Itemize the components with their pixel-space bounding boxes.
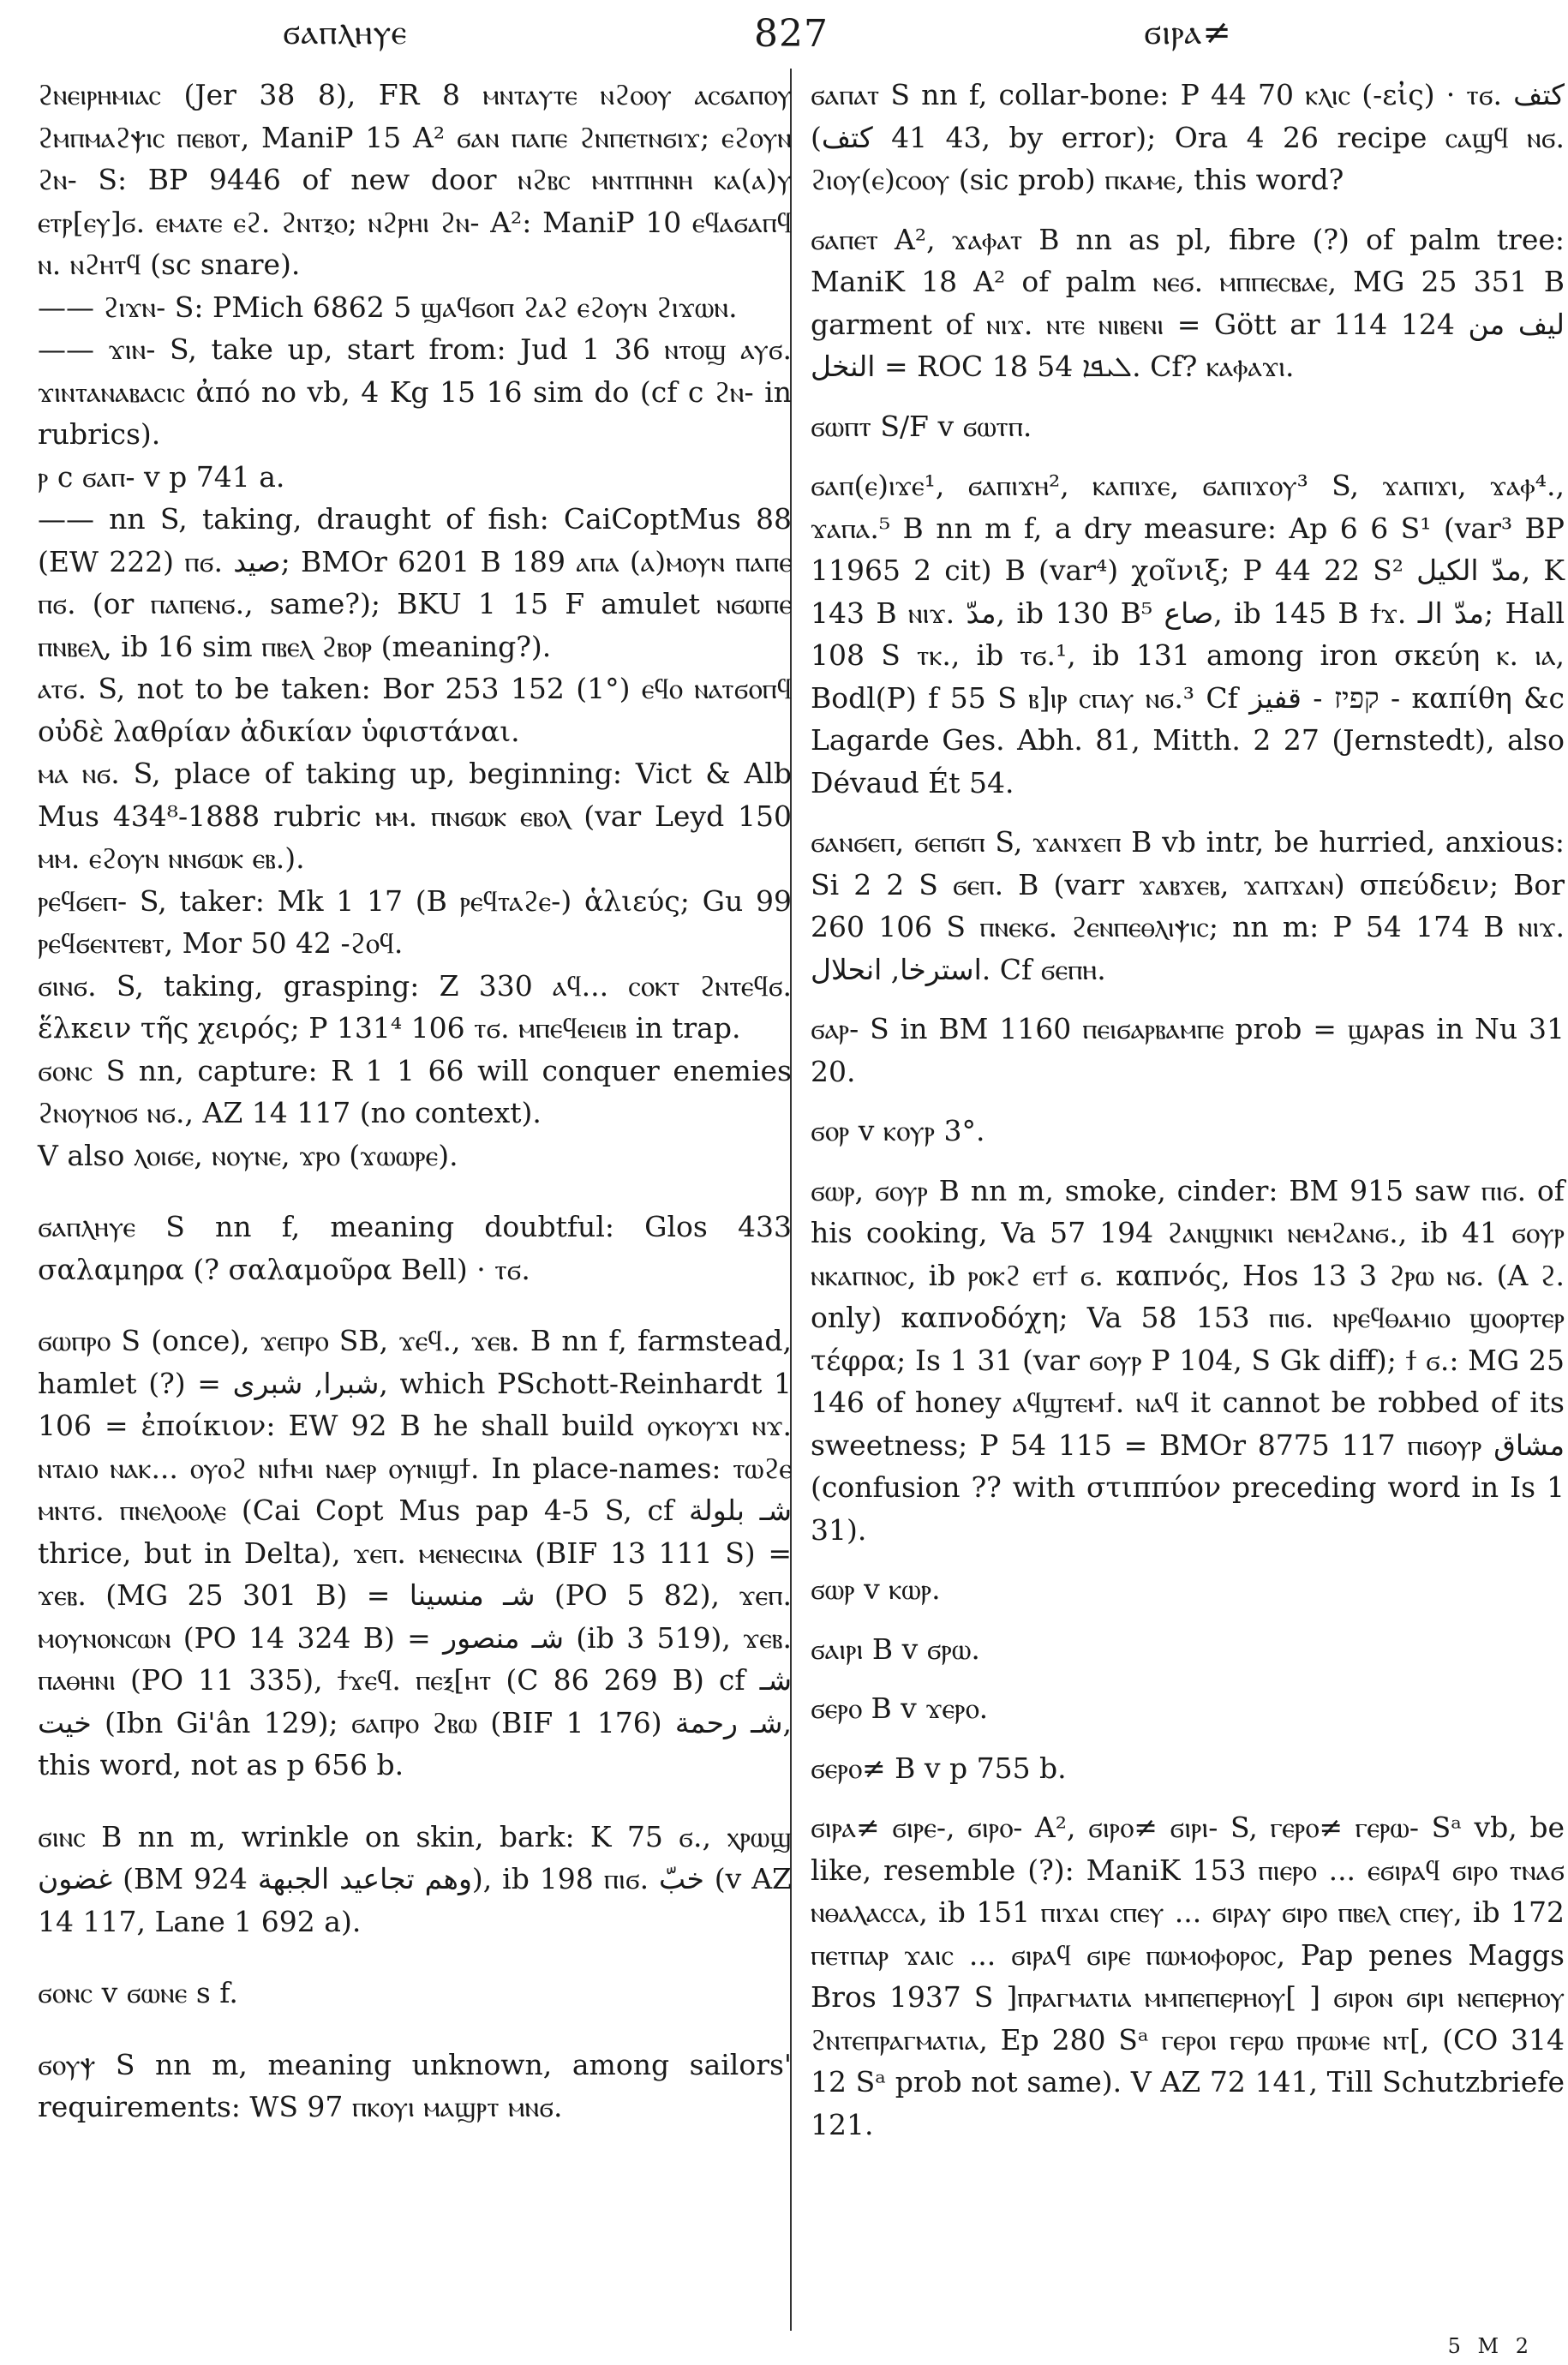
dictionary-entry: ϭⲟⲣ v ⲕⲟⲩⲣ 3°. xyxy=(811,1114,985,1147)
entry-subsense: ϭⲓⲛϭ. S, taking, grasping: Z 330 ⲁϥ... ⲥⲟⲕⲧ ϩⲛⲧⲉϥϭ. ἕλκειν τῆς χειρός; P 131⁴ 106 ⲧϭ. ⲙⲡⲉϥⲉⲓⲉⲓⲃ in trap. xyxy=(38,968,792,1045)
dictionary-entry: ϭⲟⲛⲥ v ϭⲱⲛⲉ s f. xyxy=(38,1976,238,2009)
right-column xyxy=(811,74,1565,2146)
running-head-right: ϭⲓⲣⲁ≠ xyxy=(1144,13,1232,52)
entry-continuation: ϩⲛⲉⲓⲣⲏⲙⲓⲁⲥ (Jer 38 8), FR 8 ⲙⲛⲧⲁⲩⲧⲉ ⲛϩⲟⲟⲩ ⲁⲥϭⲁⲡⲟⲩ ϩⲙⲡⲙⲁϩⲯⲓⲥ ⲡⲉⲃⲟⲧ, ManiP 15 A² ϭⲁⲛ ⲡⲁⲡⲉ ϩⲛⲡⲉⲧⲛϭⲓϫ; ⲉϩⲟⲩⲛ ϩⲛ- S: BP 9446 of new door ⲛϩⲃⲥ ⲙⲛⲧⲡⲏⲛⲏ ⲕⲁ(ⲁ)ⲩ ⲉⲧⲣ[ⲉⲩ]ϭ. ⲉⲙⲁⲧⲉ ⲉϩ. ϩⲛⲧⲝⲟ; ⲛϩⲣⲏⲓ ϩⲛ- A²: ManiP 10 ⲉϥⲁϭⲁⲡϥ ⲛ. ⲛϩⲏⲧϥ (sc snare). xyxy=(38,78,792,281)
entry-subsense: ⲣⲉϥϭⲉⲡ- S, taker: Mk 1 17 (B ⲣⲉϥⲧⲁϩⲉ-) ἁλιεύς; Gu 99 ⲣⲉϥϭⲉⲛⲧⲉⲃⲧ, Mor 50 42 -ϩⲟϥ. xyxy=(38,883,792,960)
entry-subsense: ⲣ c ϭⲁⲡ- v p 741 a. xyxy=(38,459,285,494)
dictionary-entry: ϭⲱⲡⲣⲟ S (once), ϫⲉⲡⲣⲟ SB, ϫⲉϥ., ϫⲉⲃ. B nn f, farmstead, hamlet (?) = شبرا, شبرى, which PSchott-Reinhardt 1 106 = ἐποίκιον: EW 92 B he shall build ⲟⲩⲕⲟⲩϫⲓ ⲛϫ. ⲛⲧⲁⲓⲟ ⲛⲁⲕ... ⲟⲩⲟϩ ⲛⲓϯⲙⲓ ⲛⲁⲉⲣ ⲟⲩⲛⲓϣϯ. In place-names: ⲧⲱϩⲉ ⲙⲛⲧϭ. ⲡⲛⲉⲗⲟⲟⲗⲉ (Cai Copt Mus pap 4-5 S, cf شـ بلولة thrice, but in Delta), ϫⲉⲡ. ⲙⲉⲛⲉⲥⲓⲛⲁ (BIF 13 111 S) = ϫⲉⲃ. (MG 25 301 B) = شـ منسينا (PO 5 82), ϫⲉⲡ. ⲙⲟⲩⲛⲟⲛⲥⲱⲛ (PO 14 324 B) = شـ منصور (ib 3 519), ϫⲉⲃ. ⲡⲁⲑⲏⲛⲓ (PO 11 335), ϯϫⲉϥ. ⲡⲉⲝ[ⲏⲧ (C 86 269 B) cf شـ خيت (Ibn Gi'ân 129); ϭⲁⲡⲣⲟ ϩⲃⲱ (BIF 1 176) شـ رحمة, this word, not as p 656 b. xyxy=(38,1324,793,1781)
dictionary-entry: ϭⲉⲣⲟ B v ϫⲉⲣⲟ. xyxy=(811,1691,989,1725)
dictionary-entry: ϭⲁⲣ- S in BM 1160 ⲡⲉⲓϭⲁⲣⲃⲁⲙⲡⲉ prob = ϣⲁⲣas in Nu 31 20. xyxy=(811,1012,1565,1088)
dictionary-entry: ϭⲟⲩⲯ S nn m, meaning unknown, among sailors' requirements: WS 97 ⲡⲕⲟⲩⲓ ⲙⲁϣⲣⲧ ⲙⲛϭ. xyxy=(38,2047,792,2123)
page-number: 827 xyxy=(754,12,829,56)
dictionary-entry: ϭⲓⲣⲁ≠ ϭⲓⲣⲉ-, ϭⲓⲣⲟ- A², ϭⲓⲣⲟ≠ ϭⲓⲣⲓ- S, ⲅⲉⲣⲟ≠ ⲅⲉⲣⲱ- Sᵃ vb, be like, resemble (?): ManiK 153 ⲡⲓⲉⲣⲟ ... ⲉϭⲓⲣⲁϥ ϭⲓⲣⲟ ⲧⲛⲁϭ ⲛⲑⲁⲗⲁⲥⲥⲁ, ib 151 ⲡⲓϫⲁⲓ ⲥⲡⲉⲩ ... ϭⲓⲣⲁⲩ ϭⲓⲣⲟ ⲡⲃⲉⲗ ⲥⲡⲉⲩ, ib 172 ⲡⲉⲧⲡⲁⲣ ϫⲁⲓⲥ ... ϭⲓⲣⲁϥ ϭⲓⲣⲉ ⲡⲱⲙⲟⲫⲟⲣⲟⲥ, Pap penes Maggs Bros 1937 S ]ⲡⲣⲁⲅⲙⲁⲧⲓⲁ ⲙⲙⲡⲉⲡⲉⲣⲏⲟⲩ[ ] ϭⲓⲣⲟⲛ ϭⲓⲣⲓ ⲛⲉⲡⲉⲣⲏⲟⲩ ϩⲛⲧⲉⲡⲣⲁⲅⲙⲁⲧⲓⲁ, Ep 280 Sᵃ ⲅⲉⲣⲟⲓ ⲅⲉⲣⲱ ⲡⲣⲱⲙⲉ ⲛⲧ[, (CO 314 12 Sᵃ prob not same). V AZ 72 141, Till Schutzbriefe 121. xyxy=(811,1811,1565,2141)
entry-subsense: ϭⲟⲛⲥ S nn, capture: R 1 1 66 will conquer enemies ϩⲛⲟⲩⲛⲟϭ ⲛϭ., AZ 14 117 (no context). xyxy=(38,1053,792,1129)
running-head xyxy=(0,12,1568,63)
dictionary-entry: ϭⲉⲣⲟ≠ B v p 755 b. xyxy=(811,1751,1067,1785)
signature-mark: 5 M 2 xyxy=(1447,2334,1534,2358)
entry-subsense: —— ϫⲓⲛ- S, take up, start from: Jud 1 36 ⲛⲧⲟϣ ⲁⲩϭ. ϫⲓⲛⲧⲁⲛⲁⲃⲁⲥⲓⲥ ἀπό no vb, 4 Kg 15 16 sim do (cf c ϩⲛ- in rubrics). xyxy=(38,332,792,451)
dictionary-entry: ϭⲁⲡⲗⲏⲩⲉ S nn f, meaning doubtful: Glos 433 σαλαμηρα (? σαλαμοῦρα Bell) · ⲧϭ. xyxy=(38,1210,792,1286)
dictionary-entry: ϭⲁⲡⲉⲧ A², ϫⲁⲫⲁⲧ B nn as pl, fibre (?) of palm tree: ManiK 18 A² of palm ⲛⲉϭ. ⲙⲡⲡⲉⲥⲃⲁⲉ, MG 25 351 B garment of ⲛⲓϫ. ⲛⲧⲉ ⲛⲓⲃⲉⲛⲓ = Gött ar 114 124 ليف من النخل = ROC 18 54 ܠܝܦܐ. Cf? ⲕⲁⲫⲁϫⲓ. xyxy=(811,222,1565,383)
entry-crossref: V also ⲗⲟⲓϭⲉ, ⲛⲟⲩⲛⲉ, ϫⲣⲟ (ϫⲱⲱⲣⲉ). xyxy=(38,1138,458,1172)
dictionary-entry: ϭⲁⲡⲁⲧ S nn f, collar-bone: P 44 70 ⲕⲗⲓⲥ (-εἰς) · ⲧϭ. كتف (43 41 كتف, by error); Ora 4 26 recipe ⲥⲁϣϥ ⲛϭ. ϩⲓⲟⲩ(ⲉ)ⲥⲟⲟⲩ (sic prob) ⲡⲕⲁⲙⲉ, this word? xyxy=(811,78,1565,196)
dictionary-entry: ϭⲱⲡⲧ S/F v ϭⲱⲧⲡ. xyxy=(811,409,1032,443)
entry-subsense: —— nn S, taking, draught of fish: CaiCoptMus 88 (EW 222) ⲡϭ. صيد; BMOr 6201 B 189 ⲁⲡⲁ (ⲁ)ⲙⲟⲩⲛ ⲡⲁⲡⲉ ⲡϭ. (or ⲡⲁⲡⲉⲛϭ., same?); BKU 1 15 F amulet ⲛϭⲱⲡⲉ ⲡⲛⲃⲉⲗ, ib 16 sim ⲡⲃⲉⲗ ϩⲃⲟⲣ (meaning?). xyxy=(38,502,792,663)
entry-subsense: —— ϩⲓϫⲛ- S: PMich 6862 5 ϣⲁϥϭⲟⲡ ϩⲁϩ ⲉϩⲟⲩⲛ ϩⲓϫⲱⲛ. xyxy=(38,290,738,324)
dictionary-entry: ϭⲱⲣ, ϭⲟⲩⲣ B nn m, smoke, cinder: BM 915 saw ⲡⲓϭ. of his cooking, Va 57 194 ϩⲁⲛϣⲛⲓⲕⲓ ⲛⲉⲙϩⲁⲛϭ., ib 41 ϭⲟⲩⲣ ⲛⲕⲁⲡⲛⲟⲥ, ib ⲣⲟⲕϩ ⲉⲧϯ ϭ. καπνός, Hos 13 3 ϩⲣⲱ ⲛϭ. (A ϩ. only) καπνοδόχη; Va 58 153 ⲡⲓϭ. ⲛⲣⲉϥⲑⲁⲙⲓⲟ ϣⲟⲟⲣⲧⲉⲣ τέφρα; Is 1 31 (var ϭⲟⲩⲣ P 104, S Gk diff); ϯ ϭ.: MG 25 146 of honey ⲁϥϣⲧⲉⲙϯ. ⲛⲁϥ it cannot be robbed of its sweetness; P 54 115 = BMOr 8775 117 ⲡⲓϭⲟⲩⲣ مشاق (confusion ?? with στιππύον preceding word in Is 1 31). xyxy=(811,1173,1565,1547)
entry-subsense: ⲁⲧϭ. S, not to be taken: Bor 253 152 (1°) ⲉϥⲟ ⲛⲁⲧϭⲟⲡϥ οὐδὲ λαθρίαν ἀδικίαν ὑφιστάναι. xyxy=(38,672,792,748)
left-column xyxy=(38,74,792,2128)
running-head-left: ϭⲁⲡⲗⲏⲩⲉ xyxy=(283,13,408,52)
dictionary-entry: ϭⲁⲡ(ⲉ)ⲓϫⲉ¹, ϭⲁⲡⲓϫⲏ², ⲕⲁⲡⲓϫⲉ, ϭⲁⲡⲓϫⲟⲩ³ S, ϫⲁⲡⲓϫⲓ, ϫⲁⲫ⁴., ϫⲁⲡⲁ.⁵ B nn m f, a dry measure: Ap 6 6 S¹ (var³ BP 11965 2 cit) B (var⁴) χοῖνιξ; P 44 22 S² مدّ الكيل, K 143 B ⲛⲓϫ. مدّ, ib 130 B⁵ صاع, ib 145 B ϯϫ. مدّ الـ; Hall 108 S ⲧⲕ., ib ⲧϭ.¹, ib 131 among iron σκεύη ⲕ. ⲓⲁ, Bodl(P) f 55 S ⲃ]ⲓⲣ ⲥⲡⲁⲩ ⲛϭ.³ Cf קפיז - قفيز - καπίθη &c Lagarde Ges. Abh. 81, Mitth. 2 27 (Jernstedt), also Dévaud Ét 54. xyxy=(811,469,1565,799)
dictionary-entry: ϭⲱⲣ v ⲕⲱⲣ. xyxy=(811,1572,941,1606)
dictionary-entry: ϭⲁⲓⲣⲓ B v ϭⲣⲱ. xyxy=(811,1632,980,1666)
dictionary-entry: ϭⲁⲛϭⲉⲡ, ϭⲉⲡϭⲡ S, ϫⲁⲛϫⲉⲡ B vb intr, be hurried, anxious: Si 2 2 S ϭⲉⲡ. B (varr ϫⲁⲃϫⲉⲃ, ϫⲁⲡϫⲁⲛ) σπεύδειν; Bor 260 106 S ⲡⲛⲉⲕϭ. ϩⲉⲛⲡⲉⲑⲗⲓⲯⲓⲥ; nn m: P 54 174 B ⲛⲓϫ. استرخا, انحلال. Cf ϭⲉⲡⲏ. xyxy=(811,825,1565,986)
dictionary-entry: ϭⲓⲛⲥ B nn m, wrinkle on skin, bark: K 75 ϭ., ⲭⲣⲱϣ غضون (BM 924 وهم تجاعيد الجبهة), ib 198 ⲡⲓϭ. خبّ (v AZ 14 117, Lane 1 692 a). xyxy=(38,1819,792,1938)
entry-subsense: ⲙⲁ ⲛϭ. S, place of taking up, beginning: Vict & Alb Mus 434⁸-1888 rubric ⲙⲙ. ⲡⲛϭⲱⲕ ⲉⲃⲟⲗ (var Leyd 150 ⲙⲙ. ⲉϩⲟⲩⲛ ⲛⲛϭⲱⲕ ⲉⲃ.). xyxy=(38,757,792,875)
